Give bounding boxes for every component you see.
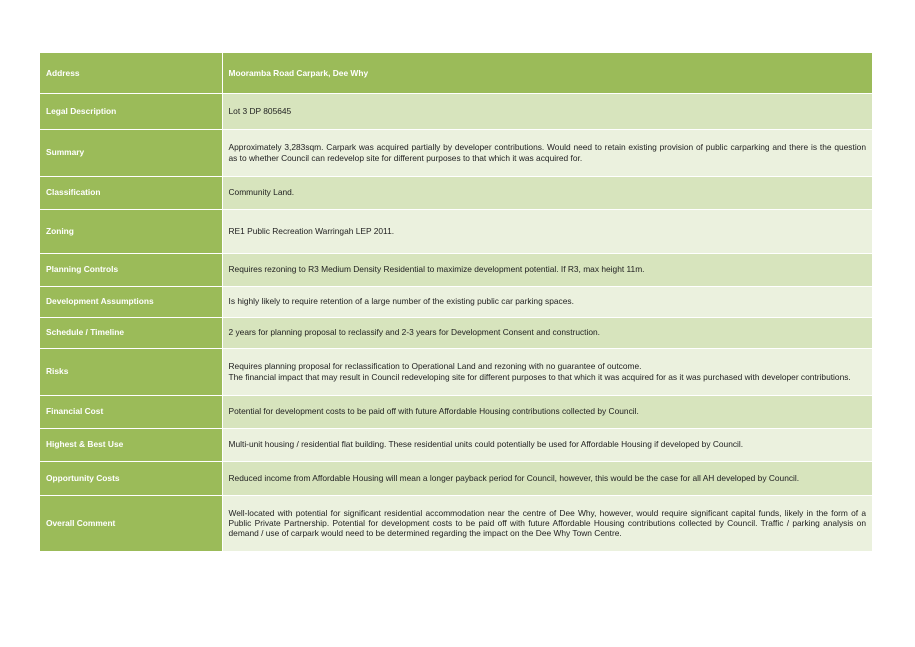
row-overall-comment xyxy=(40,495,872,551)
row-label: Legal Description xyxy=(40,93,222,129)
row-label: Highest & Best Use xyxy=(40,428,222,461)
row-risks xyxy=(40,348,872,395)
row-value: RE1 Public Recreation Warringah LEP 2011. xyxy=(222,209,872,253)
row-value: Multi-unit housing / residential flat building. These residential units could potentially be used for Affordable Housing if developed by Council. xyxy=(222,428,872,461)
row-label: Address xyxy=(40,53,222,93)
row-label: Development Assumptions xyxy=(40,286,222,317)
row-label: Overall Comment xyxy=(40,495,222,551)
row-value: Reduced income from Affordable Housing will mean a longer payback period for Council, however, this would be the case for all AH developed by Council. xyxy=(222,461,872,495)
row-development-assumptions xyxy=(40,286,872,317)
row-label: Financial Cost xyxy=(40,395,222,428)
row-label: Planning Controls xyxy=(40,253,222,286)
row-value: Well-located with potential for significant residential accommodation near the centre of Dee Why, however, would require significant capital funds, likely in the form of a Public Private Partnership. Potential for development costs to be paid off with future Affordable Housing contributions collected by Council. Traffic / parking analysis on demand / use of carpark would need to be determined regarding the impact on the Dee Why Town Centre. xyxy=(222,495,872,551)
risks-line-1: Requires planning proposal for reclassification to Operational Land and rezoning with no guarantee of outcome. xyxy=(228,361,642,372)
row-value: Community Land. xyxy=(222,176,872,209)
row-address xyxy=(40,53,872,93)
row-highest-best-use xyxy=(40,428,872,461)
property-assessment-table xyxy=(40,53,872,552)
row-label: Classification xyxy=(40,176,222,209)
row-label: Risks xyxy=(40,348,222,395)
row-value xyxy=(222,348,872,395)
row-value: Mooramba Road Carpark, Dee Why xyxy=(222,53,872,93)
row-value: Approximately 3,283sqm. Carpark was acquired partially by developer contributions. Would need to retain existing provision of public carparking and there is the question as to whether Council can redevelop site for different purposes to that which it was acquired for. xyxy=(222,129,872,176)
row-summary xyxy=(40,129,872,176)
row-zoning xyxy=(40,209,872,253)
row-legal-description xyxy=(40,93,872,129)
row-opportunity-costs xyxy=(40,461,872,495)
row-value: Requires rezoning to R3 Medium Density Residential to maximize development potential. If R3, max height 11m. xyxy=(222,253,872,286)
row-planning-controls xyxy=(40,253,872,286)
row-value: Is highly likely to require retention of a large number of the existing public car parking spaces. xyxy=(222,286,872,317)
row-schedule-timeline xyxy=(40,317,872,348)
row-value: Lot 3 DP 805645 xyxy=(222,93,872,129)
risks-line-2: The financial impact that may result in Council redeveloping site for different purposes to that which it was acquired for as it was purchased with developer contributions. xyxy=(228,371,851,382)
row-value: Potential for development costs to be paid off with future Affordable Housing contributions collected by Council. xyxy=(222,395,872,428)
row-label: Schedule / Timeline xyxy=(40,317,222,348)
row-label: Summary xyxy=(40,129,222,176)
row-financial-cost xyxy=(40,395,872,428)
row-label: Zoning xyxy=(40,209,222,253)
row-label: Opportunity Costs xyxy=(40,461,222,495)
row-value: 2 years for planning proposal to reclassify and 2-3 years for Development Consent and construction. xyxy=(222,317,872,348)
row-classification xyxy=(40,176,872,209)
